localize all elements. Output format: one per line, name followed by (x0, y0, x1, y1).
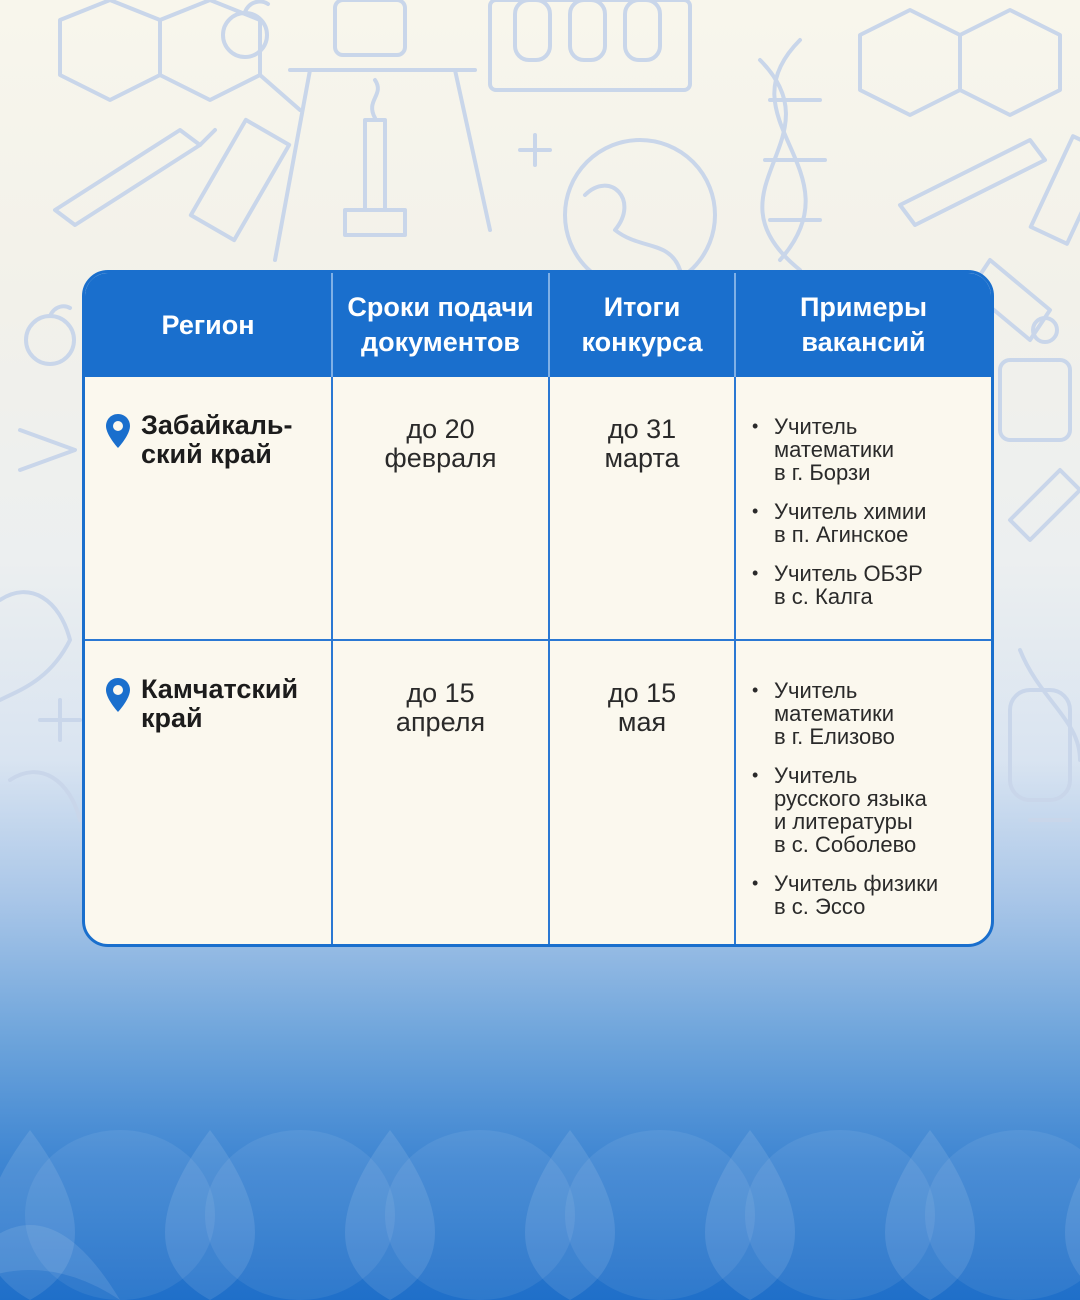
list-item: • Учитель русского языка и литературы в с. Соболево (774, 764, 981, 856)
table-row-1-results: до 31 марта (550, 377, 736, 641)
table-row-2-vacancies (736, 641, 991, 944)
table-row-2-results: до 15 мая (550, 641, 736, 944)
list-item: • Учитель математики в г. Елизово (774, 679, 981, 748)
header-results-label: Итоги конкурса (581, 292, 703, 357)
region-name: Камчатский край (141, 674, 299, 733)
list-item: • Учитель ОБЗР в с. Калга (774, 562, 981, 608)
header-vacancies (736, 273, 991, 377)
table-row-2-region (85, 641, 333, 944)
vacancy-list (736, 641, 991, 918)
header-deadline (333, 273, 550, 377)
header-region-label: Регион (161, 309, 255, 340)
header-results (550, 273, 736, 377)
list-item: • Учитель математики в г. Борзи (774, 415, 981, 484)
map-pin-icon (105, 413, 131, 449)
header-deadline-label: Сроки подачи документов (347, 292, 534, 357)
header-vacancies-label: Примеры вакансий (799, 292, 928, 357)
table-grid (85, 273, 991, 944)
table-row-2-deadline: до 15 апреля (333, 641, 550, 944)
map-pin-icon (105, 677, 131, 713)
list-item: • Учитель химии в п. Агинское (774, 500, 981, 546)
leaf-pattern-decoration (0, 1130, 1080, 1300)
table-row-1-deadline: до 20 февраля (333, 377, 550, 641)
list-item: • Учитель физики в с. Эссо (774, 872, 981, 918)
header-region (85, 273, 333, 377)
vacancy-list (736, 377, 991, 608)
table-row-1-region (85, 377, 333, 641)
vacancy-table (82, 270, 994, 947)
table-row-1-vacancies (736, 377, 991, 641)
region-name: Забайкаль- ский край (141, 410, 293, 469)
